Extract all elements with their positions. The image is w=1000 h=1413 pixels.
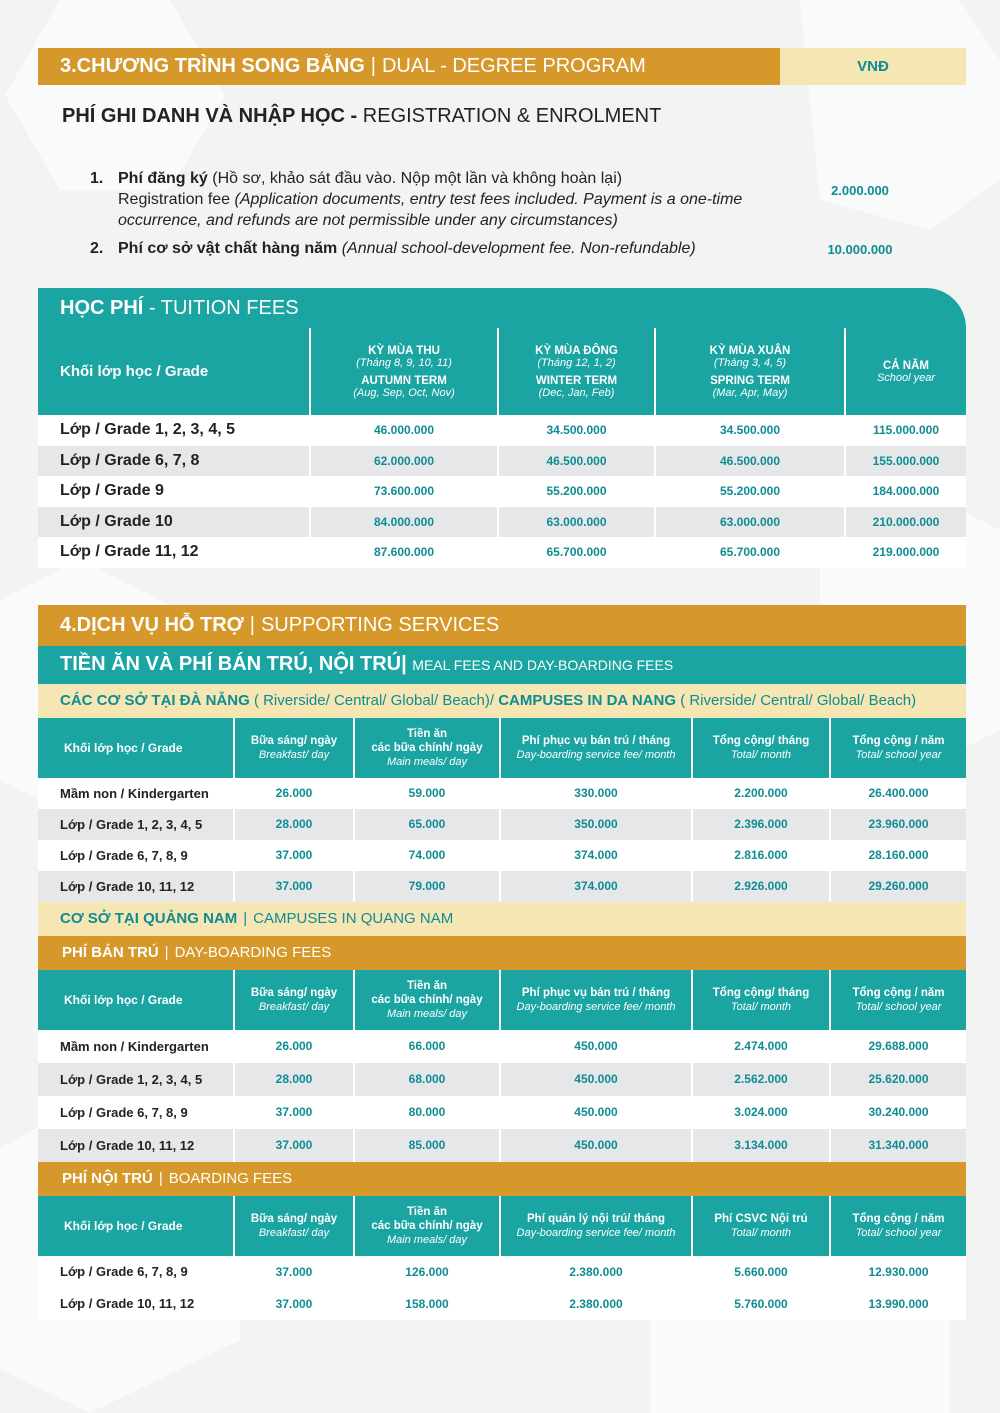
quangnam-title-en: CAMPUSES IN QUANG NAM [253,910,454,927]
total-year-en: Total/ school year [855,1000,942,1013]
total-month-column-header [692,970,830,1030]
development-fee-item [90,238,768,259]
development-fee-desc-en: (Annual school-development fee. Non-refundable) [341,240,696,257]
total-month-column-header [692,718,830,778]
service-column-header [500,970,692,1030]
meals-vn-1: Tiền ăn [406,1205,448,1218]
day-boarding-header [38,936,966,970]
management-en: Day-boarding service fee/ month [516,1226,676,1239]
fee-cell: 30.240.000 [830,1096,966,1129]
fee-cell: 59.000 [354,778,500,809]
fee-cell: 31.340.000 [830,1129,966,1162]
service-en: Day-boarding service fee/ month [516,1000,676,1013]
winter-en: WINTER TERM [535,374,618,387]
fee-cell: 350.000 [500,809,692,840]
total-month-en: Total/ month [730,1000,792,1013]
meals-column-header [354,970,500,1030]
fee-cell: 158.000 [354,1288,500,1320]
section-4-title-en: SUPPORTING SERVICES [260,613,500,636]
meal-fees-header [38,646,966,684]
management-column-header [500,1196,692,1256]
breakfast-vn: Bữa sáng/ ngày [250,1212,338,1225]
registration-fee-label-en: Registration fee [118,191,231,208]
breakfast-en: Breakfast/ day [258,748,330,761]
service-column-header [500,718,692,778]
autumn-column-header [310,328,498,415]
fee-cell: 374.000 [500,840,692,871]
total-year-vn: Tổng cộng / năm [852,986,945,999]
fee-cell: 126.000 [354,1256,500,1288]
section-3-header [38,48,966,85]
danang-meal-table [38,718,966,902]
item-number: 2. [90,240,104,257]
quangnam-title-vn: CƠ SỞ TẠI QUẢNG NAM [60,910,238,927]
winter-vn: KỲ MÙA ĐÔNG [535,344,618,357]
quangnam-day-boarding-table [38,970,966,1162]
quangnam-campuses-header [38,902,966,936]
fee-cell: 74.000 [354,840,500,871]
fee-cell: 55.200.000 [498,476,655,507]
fee-cell: 5.660.000 [692,1256,830,1288]
fee-cell: 2.816.000 [692,840,830,871]
tuition-table [38,328,966,568]
fee-cell: 25.620.000 [830,1063,966,1096]
table-row [38,1288,966,1320]
fee-cell: 12.930.000 [830,1256,966,1288]
breakfast-en: Breakfast/ day [258,1226,330,1239]
grade-cell: Mầm non / Kindergarten [38,778,234,809]
fee-cell: 28.000 [234,1063,354,1096]
tuition-title-vn: HỌC PHÍ [60,296,144,319]
registration-fee-desc-vn: (Hồ sơ, khảo sát đầu vào. Nộp một lần và không hoàn lại) [212,170,623,187]
danang-campuses-header [38,684,966,718]
development-fee-label: Phí cơ sở vật chất hàng năm [118,240,338,257]
meals-column-header [354,1196,500,1256]
grade-column-header: Khối lớp học / Grade [38,718,234,778]
table-row [38,1129,966,1162]
year-vn: CẢ NĂM [883,359,929,372]
meals-en: Main meals/ day [386,755,468,768]
fee-cell: 34.500.000 [655,415,845,446]
service-vn: Phí phục vụ bán trú / tháng [521,986,671,999]
fee-sheet [38,48,966,1320]
fee-cell: 84.000.000 [310,507,498,538]
winter-column-header [498,328,655,415]
fee-cell: 62.000.000 [310,446,498,477]
table-row [38,840,966,871]
fee-cell: 374.000 [500,871,692,902]
fee-cell: 37.000 [234,1256,354,1288]
title-separator: | [243,910,248,927]
grade-column-header: Khối lớp học / Grade [38,1196,234,1256]
registration-block [38,85,966,257]
grade-cell: Lớp / Grade 10 [38,507,310,538]
spring-vn-months: (Tháng 3, 4, 5) [713,356,787,369]
fee-cell: 26.000 [234,1030,354,1063]
fee-cell: 26.000 [234,778,354,809]
fee-cell: 37.000 [234,1129,354,1162]
grade-column-header: Khối lớp học / Grade [38,970,234,1030]
autumn-en: AUTUMN TERM [361,374,447,387]
section-3-title [38,48,780,85]
fee-cell: 65.700.000 [655,537,845,568]
breakfast-vn: Bữa sáng/ ngày [250,734,338,747]
spring-column-header [655,328,845,415]
fee-cell: 2.474.000 [692,1030,830,1063]
meals-vn-2: các bữa chính/ ngày [371,993,483,1006]
fee-cell: 66.000 [354,1030,500,1063]
spring-vn: KỲ MÙA XUÂN [709,344,791,357]
fee-cell: 2.926.000 [692,871,830,902]
fee-cell: 450.000 [500,1063,692,1096]
facility-vn: Phí CSVC Nội trú [714,1212,808,1225]
table-row [38,871,966,902]
total-year-column-header [830,1196,966,1256]
fee-cell: 155.000.000 [845,446,966,477]
fee-cell: 210.000.000 [845,507,966,538]
fee-cell: 13.990.000 [830,1288,966,1320]
table-row [38,1096,966,1129]
registration-fee-label: Phí đăng ký [118,170,208,187]
fee-cell: 450.000 [500,1096,692,1129]
danang-campus-list-en: ( Riverside/ Central/ Global/ Beach) [680,692,917,709]
title-separator: | [249,613,255,636]
tuition-header [38,288,966,328]
total-year-column-header [830,718,966,778]
fee-cell: 34.500.000 [498,415,655,446]
danang-title-vn: CÁC CƠ SỞ TẠI ĐÀ NẴNG [60,692,250,709]
winter-vn-months: (Tháng 12, 1, 2) [537,356,616,369]
service-vn: Phí phục vụ bán trú / tháng [521,734,671,747]
table-row [38,1063,966,1096]
facility-column-header [692,1196,830,1256]
registration-heading-en: REGISTRATION & ENROLMENT [362,105,662,127]
fee-cell: 46.500.000 [498,446,655,477]
year-column-header [845,328,966,415]
table-row [38,778,966,809]
spring-en: SPRING TERM [710,374,790,387]
fee-cell: 2.200.000 [692,778,830,809]
winter-en-months: (Dec, Jan, Feb) [538,386,615,399]
total-year-en: Total/ school year [855,1226,942,1239]
fee-cell: 37.000 [234,840,354,871]
boarding-title-vn: PHÍ NỘI TRÚ [62,1170,153,1187]
fee-cell: 219.000.000 [845,537,966,568]
meals-vn-2: các bữa chính/ ngày [371,741,483,754]
item-number: 1. [90,170,104,187]
breakfast-column-header [234,1196,354,1256]
breakfast-column-header [234,718,354,778]
management-vn: Phí quản lý nội trú/ tháng [527,1212,665,1225]
fee-cell: 37.000 [234,1288,354,1320]
year-en: School year [876,371,936,384]
registration-heading-vn: PHÍ GHI DANH VÀ NHẬP HỌC - [62,105,358,127]
fee-cell: 68.000 [354,1063,500,1096]
total-month-vn: Tổng cộng/ tháng [712,734,810,747]
fee-cell: 29.260.000 [830,871,966,902]
fee-cell: 37.000 [234,1096,354,1129]
table-row [38,415,966,446]
spring-en-months: (Mar, Apr, May) [712,386,788,399]
development-fee-amount: 10.000.000 [827,242,893,257]
grade-cell: Lớp / Grade 6, 7, 8, 9 [38,1096,234,1129]
fee-cell: 5.760.000 [692,1288,830,1320]
danang-title-en: CAMPUSES IN DA NANG [498,692,677,709]
section-4-title-vn: 4.DỊCH VỤ HỖ TRỢ [60,613,244,636]
grade-cell: Lớp / Grade 9 [38,476,310,507]
day-boarding-title-en: DAY-BOARDING FEES [174,944,332,961]
grade-column-header: Khối lớp học / Grade [38,328,310,415]
day-boarding-title-vn: PHÍ BÁN TRÚ [62,944,159,961]
title-separator: | [158,1170,163,1187]
boarding-title-en: BOARDING FEES [168,1170,293,1187]
table-row [38,809,966,840]
title-separator: | [164,944,169,961]
meal-fees-title-vn: TIỀN ĂN VÀ PHÍ BÁN TRÚ, NỘI TRÚ| [60,653,407,675]
meals-vn-2: các bữa chính/ ngày [371,1219,483,1232]
total-month-en: Total/ month [730,748,792,761]
grade-cell: Lớp / Grade 6, 7, 8, 9 [38,1256,234,1288]
quangnam-boarding-table [38,1196,966,1320]
grade-cell: Lớp / Grade 1, 2, 3, 4, 5 [38,809,234,840]
grade-cell: Lớp / Grade 10, 11, 12 [38,871,234,902]
total-month-vn: Tổng cộng/ tháng [712,986,810,999]
service-en: Day-boarding service fee/ month [516,748,676,761]
registration-fee-amount: 2.000.000 [831,183,889,198]
breakfast-en: Breakfast/ day [258,1000,330,1013]
fee-cell: 28.160.000 [830,840,966,871]
grade-cell: Lớp / Grade 6, 7, 8, 9 [38,840,234,871]
grade-cell: Lớp / Grade 1, 2, 3, 4, 5 [38,1063,234,1096]
fee-cell: 184.000.000 [845,476,966,507]
fee-cell: 2.396.000 [692,809,830,840]
table-row [38,507,966,538]
meals-en: Main meals/ day [386,1007,468,1020]
autumn-en-months: (Aug, Sep, Oct, Nov) [353,386,455,399]
table-row [38,446,966,477]
fee-cell: 73.600.000 [310,476,498,507]
registration-fee-item [90,168,768,231]
autumn-vn-months: (Tháng 8, 9, 10, 11) [356,356,452,369]
fee-cell: 63.000.000 [498,507,655,538]
fee-cell: 37.000 [234,871,354,902]
fee-cell: 46.000.000 [310,415,498,446]
fee-cell: 3.024.000 [692,1096,830,1129]
fee-cell: 85.000 [354,1129,500,1162]
grade-cell: Lớp / Grade 1, 2, 3, 4, 5 [38,415,310,446]
fee-cell: 80.000 [354,1096,500,1129]
total-year-vn: Tổng cộng / năm [852,734,945,747]
fee-cell: 115.000.000 [845,415,966,446]
section-3-title-vn: 3.CHƯƠNG TRÌNH SONG BẰNG [60,55,365,77]
fee-cell: 29.688.000 [830,1030,966,1063]
table-row [38,476,966,507]
fee-cell: 46.500.000 [655,446,845,477]
total-year-vn: Tổng cộng / năm [852,1212,945,1225]
danang-campus-list-vn: ( Riverside/ Central/ Global/ Beach)/ [253,692,495,709]
meals-vn-1: Tiền ăn [406,979,448,992]
meal-fees-title-en: MEAL FEES AND DAY-BOARDING FEES [412,656,674,673]
fee-cell: 65.700.000 [498,537,655,568]
fee-cell: 55.200.000 [655,476,845,507]
fee-cell: 28.000 [234,809,354,840]
fee-cell: 2.380.000 [500,1256,692,1288]
total-year-en: Total/ school year [855,748,942,761]
fee-cell: 3.134.000 [692,1129,830,1162]
section-3-title-en: DUAL - DEGREE PROGRAM [381,55,646,77]
registration-heading [62,105,661,128]
section-4-header [38,605,966,646]
total-year-column-header [830,970,966,1030]
fee-cell: 2.562.000 [692,1063,830,1096]
grade-cell: Lớp / Grade 10, 11, 12 [38,1288,234,1320]
meals-vn-1: Tiền ăn [406,727,448,740]
grade-cell: Lớp / Grade 10, 11, 12 [38,1129,234,1162]
breakfast-column-header [234,970,354,1030]
autumn-vn: KỲ MÙA THU [368,344,440,357]
fee-cell: 65.000 [354,809,500,840]
fee-cell: 63.000.000 [655,507,845,538]
tuition-title-en: - TUITION FEES [148,296,299,319]
fee-cell: 26.400.000 [830,778,966,809]
table-row [38,537,966,568]
fee-cell: 330.000 [500,778,692,809]
fee-cell: 2.380.000 [500,1288,692,1320]
grade-cell: Mầm non / Kindergarten [38,1030,234,1063]
fee-cell: 87.600.000 [310,537,498,568]
table-row [38,1030,966,1063]
currency-label: VNĐ [780,48,966,85]
meals-column-header [354,718,500,778]
facility-en: Total/ month [730,1226,792,1239]
fee-cell: 23.960.000 [830,809,966,840]
grade-cell: Lớp / Grade 11, 12 [38,537,310,568]
meals-en: Main meals/ day [386,1233,468,1246]
title-separator: | [370,55,376,77]
registration-fee-desc-en: (Application documents, entry test fees included. Payment is a one-time occurrence, and refunds are not permissible under any circumstances) [118,191,743,229]
fee-cell: 79.000 [354,871,500,902]
breakfast-vn: Bữa sáng/ ngày [250,986,338,999]
table-row [38,1256,966,1288]
grade-cell: Lớp / Grade 6, 7, 8 [38,446,310,477]
fee-cell: 450.000 [500,1129,692,1162]
fee-cell: 450.000 [500,1030,692,1063]
boarding-header [38,1162,966,1196]
